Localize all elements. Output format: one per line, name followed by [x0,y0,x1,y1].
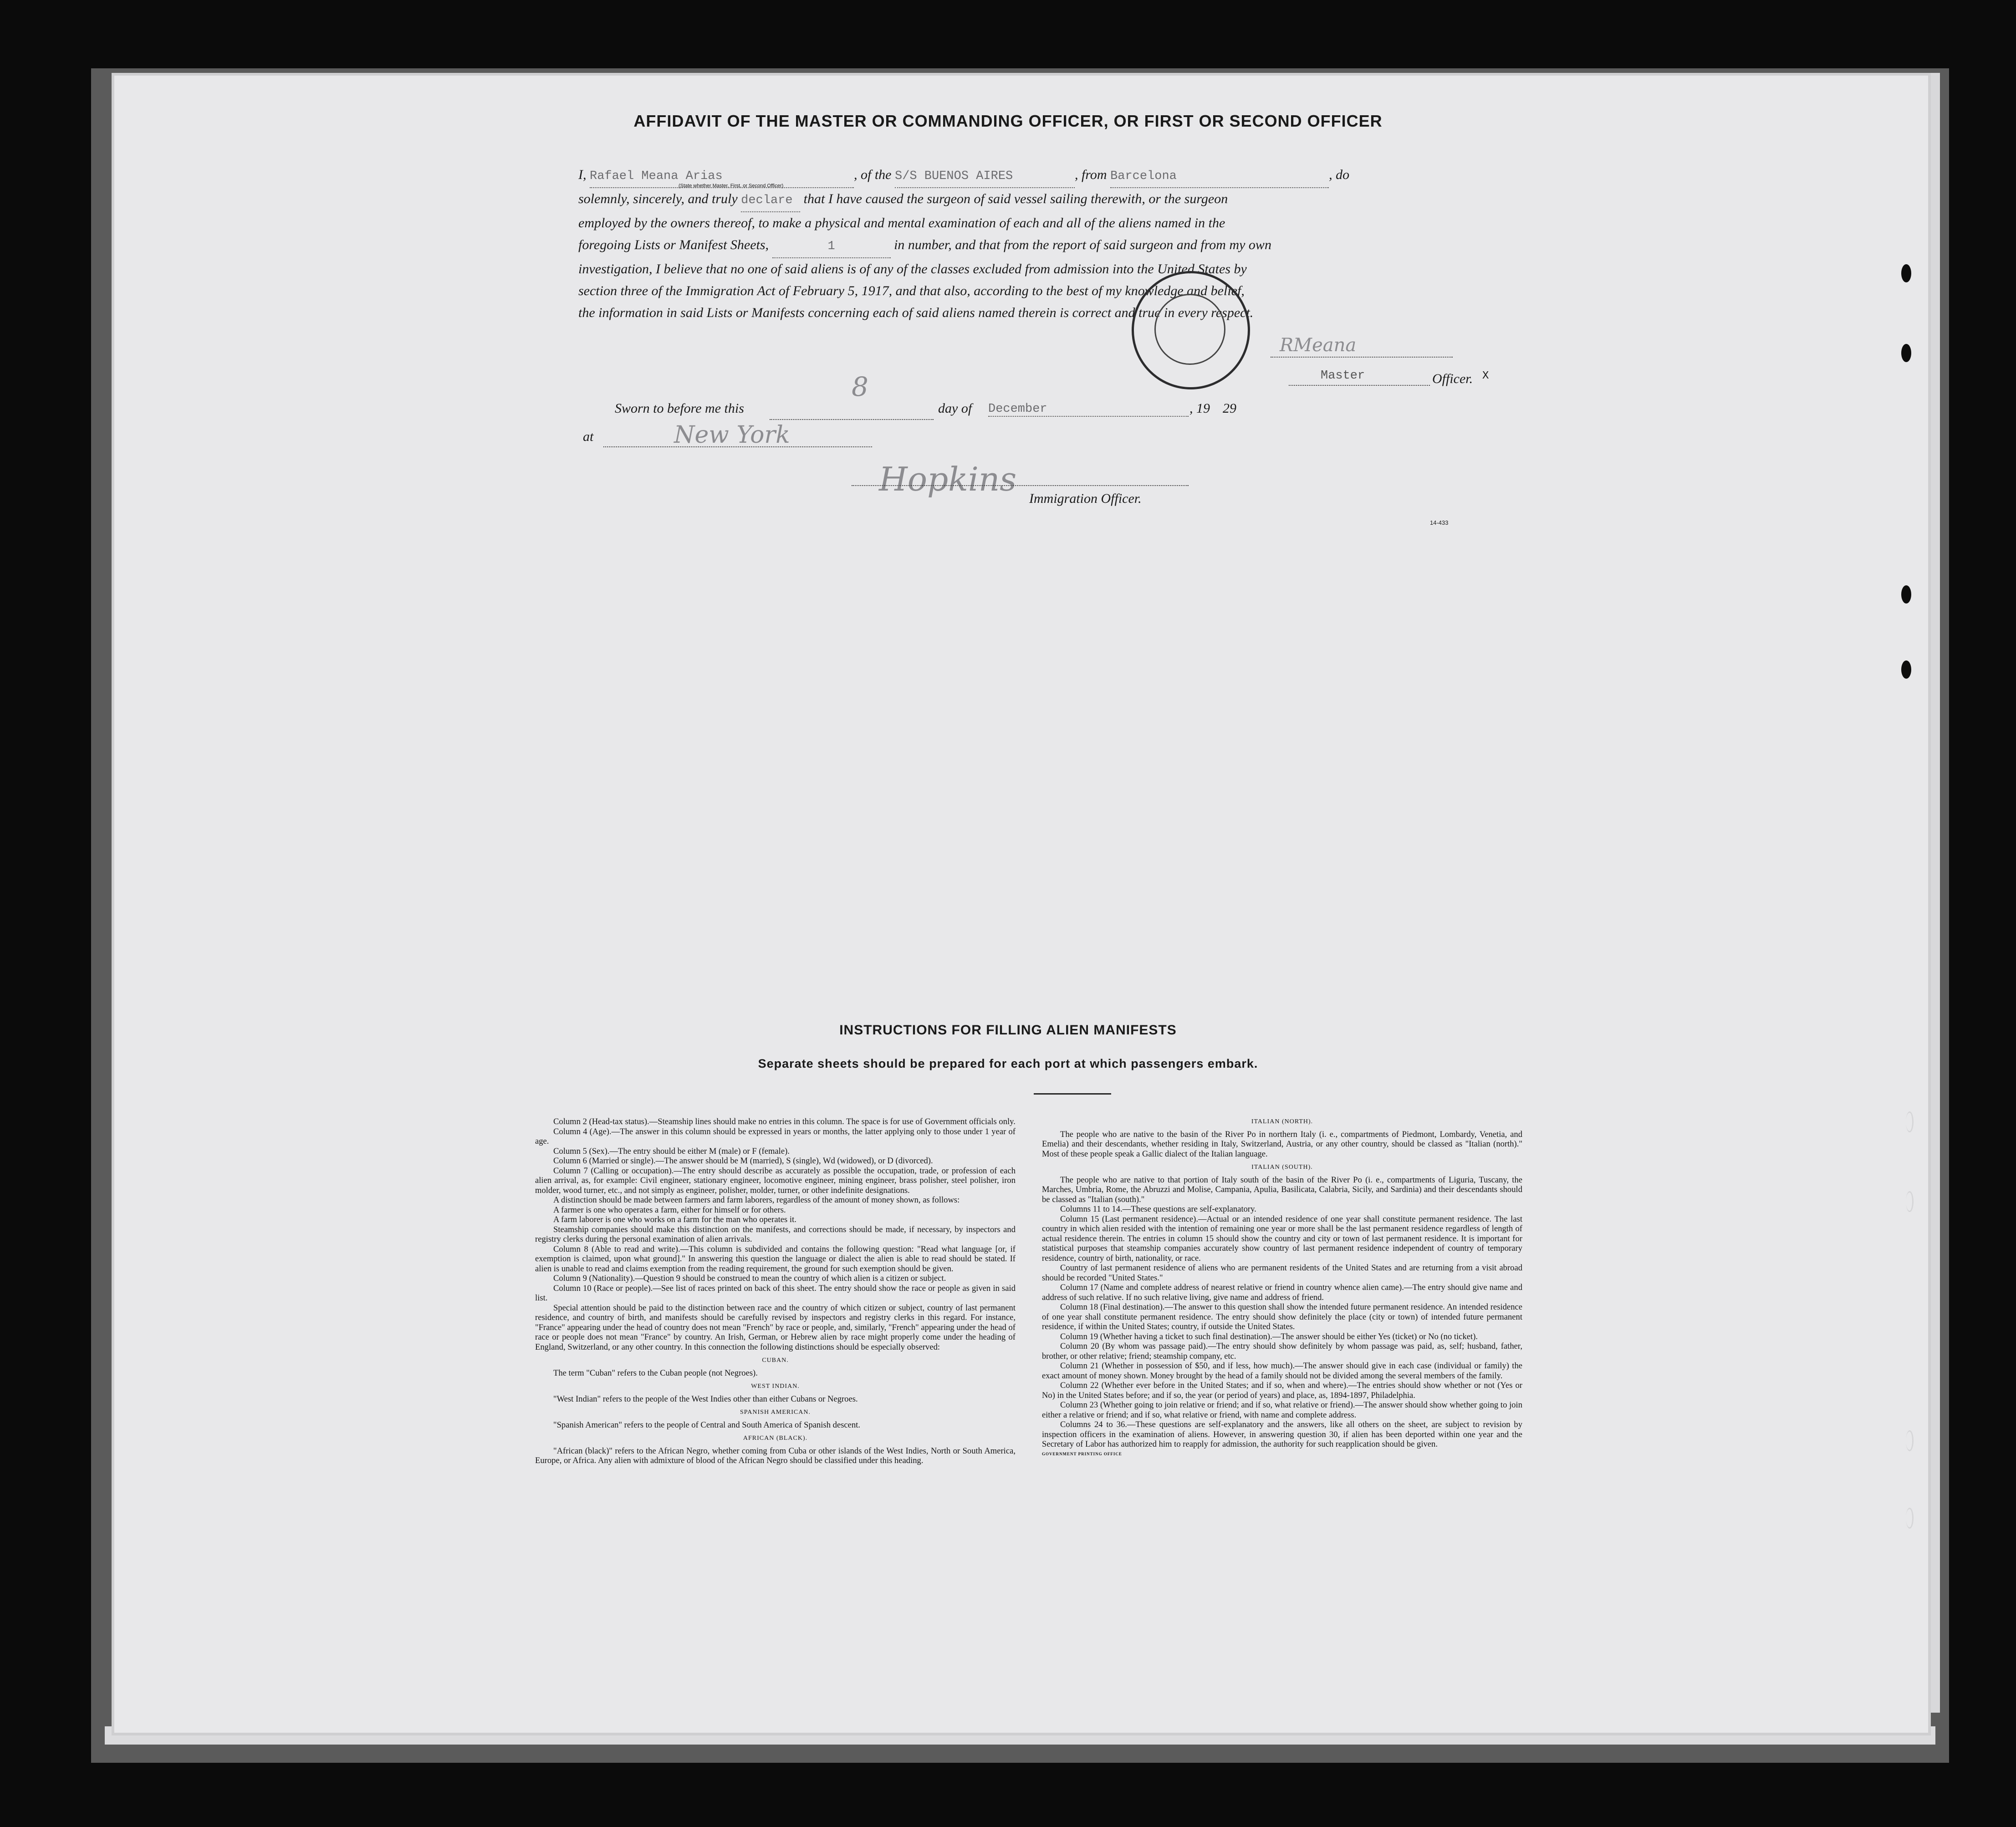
instruction-paragraph: "Spanish American" refers to the people of Central and South America of Spanish descent. [553,1420,861,1430]
instructions-right-column [1042,1117,1522,1459]
instruction-paragraph: Column 2 (Head-tax status).—Steamship lines should make no entries in this column. The space is for use of Government officials only. [553,1117,1016,1126]
instruction-paragraph: Column 7 (Calling or occupation).—The entry should describe as accurately as possible the occupation, trade, or profession of each alien arrival, as, for example: Civil engineer, stationary engineer, locomotive engineer, mining engineer, brass polisher, steel polisher, iron molder, wood turner, etc., and not simply as engineer, polisher, molder, turner, or other indefinite designations. [535,1166,1016,1195]
instruction-paragraph: Column 20 (By whom was passage paid).—The entry should show definitely by whom passage was paid, as, self; husband, father, brother, or other relative; friend; steamship company, etc. [1042,1341,1522,1361]
instruction-paragraph: Columns 11 to 14.—These questions are self-explanatory. [1060,1204,1256,1214]
instruction-paragraph: "African (black)" refers to the African Negro, whether coming from Cuba or other islands of the West Indies, North or South America, Europe, or Africa. Any alien with admixture of blood of the African Negro should be classified under this heading. [535,1446,1016,1465]
instruction-paragraph: The term "Cuban" refers to the Cuban people (not Negroes). [553,1368,758,1378]
instruction-paragraph: Special attention should be paid to the distinction between race and the country of which citizen or subject, country of last permanent residence, and country of birth, and manifests should be carefully revised by inspectors and registry clerks in this regard. For instance, "France" appearing under the head of country does not mean "French" by race or people, and, similarly, "French" appearing under the head of race or people does not mean "France" by country. An Irish, German, or Hebrew alien by race might properly come under the heading of England, Switzerland, or any other country. In this connection the following distinctions should be especially observed: [535,1303,1016,1352]
sworn-place: New York [674,421,790,449]
instructions-left-column [535,1117,1016,1466]
day-line [770,419,934,420]
immigration-officer-label: Immigration Officer. [1029,491,1142,506]
declare-field: declare [741,189,800,212]
section-heading: SPANISH AMERICAN. [740,1409,811,1416]
instruction-paragraph: Column 9 (Nationality).—Question 9 should be construed to mean the country of which alien is a citizen or subject. [553,1274,946,1283]
officer-name-field: Rafael Meana Arias [590,165,854,188]
officer-rank-note: (State whether Master, First, or Second Officer) [679,183,784,189]
instruction-paragraph: Column 22 (Whether ever before in the United States; and if so, when and where).—The entries should show whether or not (Yes or No) in the United States before; and if so, the year (or period of years) and place, as, 1894-1897, Philadelphia. [1042,1381,1522,1400]
affidavit-line-7: the information in said Lists or Manifests concerning each of said aliens named therein is correct and true in every respect. [578,305,1254,320]
do-label: , do [1329,167,1350,182]
instruction-paragraph: Column 18 (Final destination).—The answer to this question shall show the intended future permanent residence. An intended residence of one year shall constitute permanent residence. The entry should show definitely the place (city or town) of intended future permanent residence, if within the United States; country, if outside the United States. [1042,1302,1522,1331]
affidavit-text: foregoing Lists or Manifest Sheets, [578,237,769,252]
section-heading: ITALIAN (NORTH). [1251,1118,1313,1125]
of-the-label: , of the [854,167,892,182]
master-signature: RMeana [1280,335,1357,356]
immigration-officer-signature: Hopkins [879,460,1017,498]
instruction-paragraph: A distinction should be made between farmers and farm laborers, regardless of the amount of money shown, as follows: [553,1195,960,1205]
form-number: 14-433 [1430,519,1449,526]
signature-line [1271,357,1453,358]
instruction-paragraph: A farmer is one who operates a farm, either for himself or for others. [553,1205,786,1215]
instruction-paragraph: The people who are native to the basin of the River Po in northern Italy (i. e., compartments of Piedmont, Lombardy, Venetia, and Emelia) and their descendants, whether residing in Italy, Switzerland, Austria, or any other country, should be classed as "Italian (north)." Most of these people speak a Gallic dialect of the Italian language. [1042,1129,1522,1159]
instruction-paragraph: Steamship companies should make this distinction on the manifests, and corrections should be made, if necessary, by inspectors and registry clerks during the personal examination of alien arrivals. [535,1224,1016,1244]
punch-hole [1906,1508,1914,1529]
punch-hole [1901,344,1911,362]
instruction-paragraph: Column 17 (Name and complete address of nearest relative or friend in country whence alien came).—The entry should give name and address of such relative. If no such relative living, give name and address of friend. [1042,1283,1522,1302]
instructions-subtitle: Separate sheets should be prepared for each port at which passengers embark. [758,1057,1258,1070]
instruction-paragraph: Column 5 (Sex).—The entry should be either M (male) or F (female). [553,1146,790,1156]
section-heading: CUBAN. [762,1357,789,1364]
affidavit-text: solemnly, sincerely, and truly [578,191,738,206]
affidavit-text: in number, and that from the report of said surgeon and from my own [894,237,1271,252]
immigration-signature-line [852,485,1189,486]
instructions-title: INSTRUCTIONS FOR FILLING ALIEN MANIFESTS [839,1023,1177,1038]
instruction-paragraph: Column 21 (Whether in possession of $50, and if less, how much).—The answer should give in each case (individual or family) the exact amount of money shown. Money brought by the head of a family should not be divided among the several members of the family. [1042,1361,1522,1381]
instruction-paragraph: Column 6 (Married or single).—The answer should be M (married), S (single), Wd (widowed), or D (divorced). [553,1156,933,1166]
printer-imprint: GOVERNMENT PRINTING OFFICE [1042,1451,1122,1456]
instruction-paragraph: Column 19 (Whether having a ticket to such final destination).—The answer should be either Yes (ticket) or No (no ticket). [1060,1331,1478,1341]
rank-line [1289,385,1430,386]
instruction-paragraph: Columns 24 to 36.—These questions are self-explanatory and the answers, like all others on the sheet, are subject to revision by inspection officers in the examination of aliens. However, in answering question 30, if alien has been deported within one year and the Secretary of Labor has authorized him to reapply for admission, the authority for such reapplication should be given. [1042,1420,1522,1449]
punch-hole [1901,585,1911,604]
divider [1034,1093,1111,1095]
year-prefix: , 19 [1189,401,1210,416]
section-heading: WEST INDIAN. [751,1383,800,1390]
instruction-paragraph: A farm laborer is one who works on a farm for the man who operates it. [553,1215,796,1224]
affidavit-line-2 [578,188,1489,212]
instruction-paragraph: Column 10 (Race or people).—See list of races printed on back of this sheet. The entry should show the race or people as given in said list. [535,1283,1016,1303]
instruction-paragraph: Column 23 (Whether going to join relative or friend; and if so, what relative or friend).—The answer should show whether going to join either a relative or friend; and if so, what relative or friend, with name and complete address. [1042,1400,1522,1420]
instruction-paragraph: The people who are native to that portion of Italy south of the basin of the River Po (i. e., compartments of Liguria, Tuscany, the Marches, Umbria, Rome, the Abruzzi and Molise, Campania, Apulia, Basilicata, Calabria, Sicily, and Sardinia) and their descendants should be classed as "Italian (south)." [1042,1175,1522,1204]
day-of-label: day of [938,401,972,416]
sworn-year: 29 [1223,401,1236,416]
punch-hole [1906,1111,1914,1132]
instruction-paragraph: "West Indian" refers to the people of the West Indies other than either Cubans or Negroes. [553,1394,858,1404]
section-heading: AFRICAN (BLACK). [743,1435,808,1442]
affidavit-line-4 [578,234,1489,258]
officer-label: Officer. [1432,371,1473,386]
from-label: , from [1075,167,1107,182]
sworn-month: December [988,402,1189,417]
section-heading: ITALIAN (SOUTH). [1251,1164,1313,1171]
sheet-count-field: 1 [772,235,891,258]
instruction-paragraph: Column 15 (Last permanent residence).—Actual or an intended residence of one year shall constitute permanent residence. The last country in which alien resided with the intention of remaining one year or more shall be the last permanent residence regardless of length of actual residence therein. The entries in column 15 should show the country and city or town of last permanent residence. It is important for statistical purposes that steamship companies accurately show country of last permanent residence independent of country of temporary residence, country of birth, nationality, or race. [1042,1214,1522,1263]
sworn-day: 8 [852,371,868,402]
affidavit-line-6: section three of the Immigration Act of February 5, 1917, and that also, according to the best of my knowledge and belief, [578,283,1245,298]
departure-port-field: Barcelona [1110,165,1329,188]
punch-hole [1906,1191,1914,1212]
punch-hole [1901,660,1911,679]
affidavit-text: that I have caused the surgeon of said vessel sailing therewith, or the surgeon [803,191,1228,206]
officer-strike: X [1482,370,1489,382]
official-seal-stamp [1132,271,1250,389]
affidavit-title: AFFIDAVIT OF THE MASTER OR COMMANDING OFFICER, OR FIRST OR SECOND OFFICER [633,112,1383,130]
instruction-paragraph: Column 8 (Able to read and write).—This column is subdivided and contains the following question: "Read what language [or, if exemption is claimed, upon what ground]." In answering this question the language or dialect the alien is able to read should be stated. If alien is unable to read and claims exemption from the reading requirement, the ground for such exemption should be given. [535,1244,1016,1274]
vessel-name-field: S/S BUENOS AIRES [895,165,1075,188]
affidavit-line-3: employed by the owners thereof, to make a physical and mental examination of each and all of the aliens named in the [578,215,1225,230]
instruction-paragraph: Country of last permanent residence of aliens who are permanent residents of the United States and are returning from a visit abroad should be recorded "United States." [1042,1263,1522,1283]
punch-hole [1906,1430,1914,1451]
at-label: at [583,429,594,444]
instruction-paragraph: Column 4 (Age).—The answer in this column should be expressed in years or months, the latter applying only to those under 1 year of age. [535,1126,1016,1146]
rank-field: Master [1321,369,1365,383]
affidavit-pronoun: I, [578,167,587,182]
affidavit-line-5: investigation, I believe that no one of said aliens is of any of the classes excluded from admission into the United States by [578,261,1247,276]
sworn-label: Sworn to before me this [615,401,744,416]
punch-hole [1901,264,1911,282]
